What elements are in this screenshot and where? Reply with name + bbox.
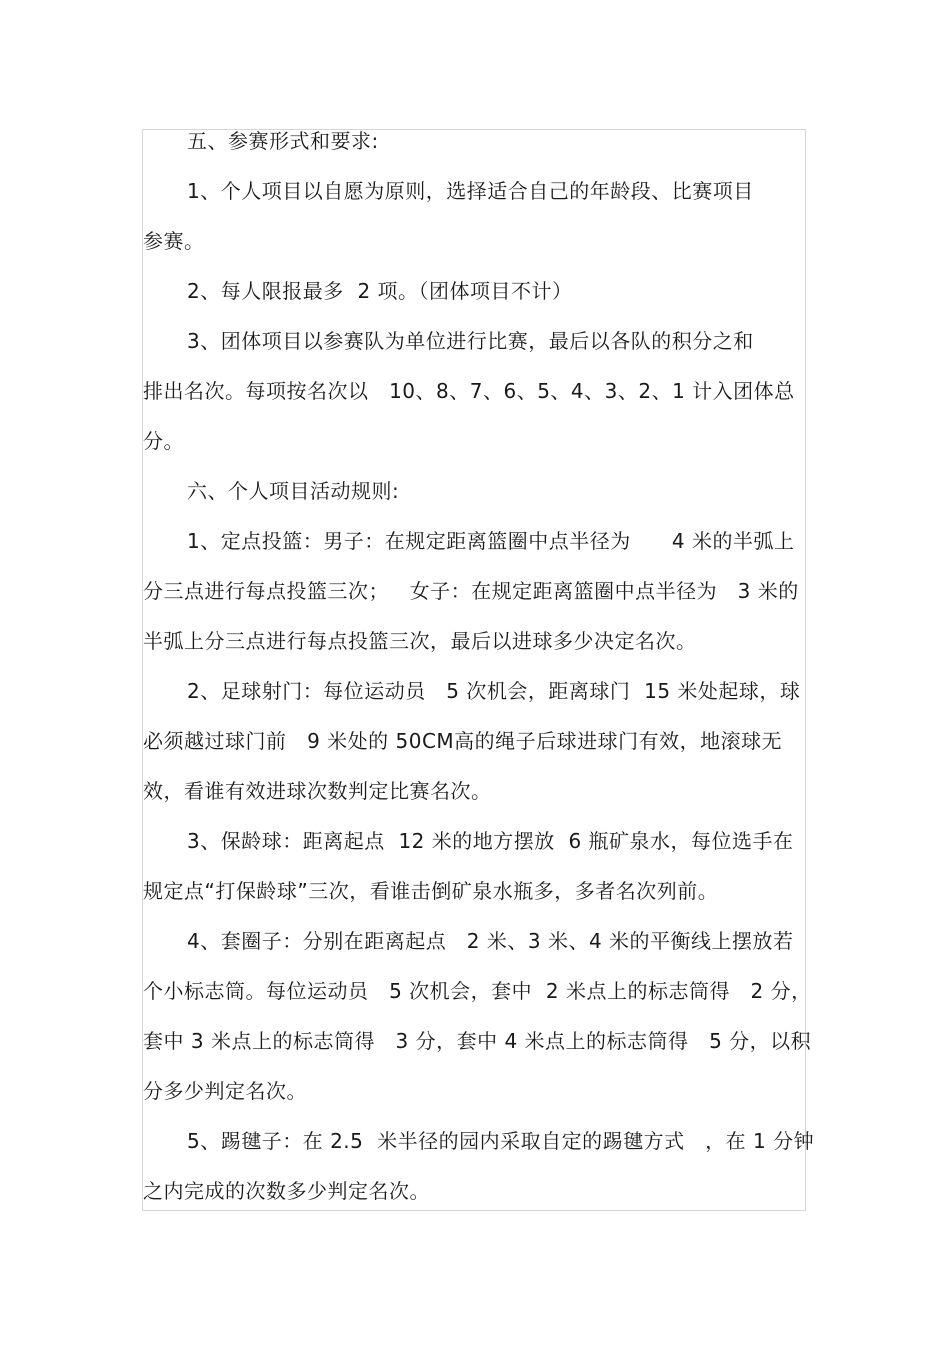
paragraph-line: 2、足球射门：每位运动员 5 次机会，距离球门 15 米处起球，球 bbox=[187, 679, 801, 703]
paragraph-line: 套中 3 米点上的标志筒得 3 分，套中 4 米点上的标志筒得 5 分，以积 bbox=[143, 1029, 812, 1053]
paragraph-line: 半弧上分三点进行每点投篮三次，最后以进球多少决定名次。 bbox=[143, 629, 697, 653]
paragraph-line: 分。 bbox=[143, 429, 184, 453]
paragraph-line: 之内完成的次数多少判定名次。 bbox=[143, 1179, 430, 1203]
paragraph-line: 排出名次。每项按名次以 10、8、7、6、5、4、3、2、1 计入团体总 bbox=[143, 379, 795, 403]
paragraph-line: 规定点“打保龄球”三次，看谁击倒矿泉水瓶多，多者名次列前。 bbox=[143, 879, 719, 903]
section-heading-5: 五、参赛形式和要求: bbox=[187, 129, 379, 153]
paragraph-line: 4、套圈子：分别在距离起点 2 米、3 米、4 米的平衡线上摆放若 bbox=[187, 929, 794, 953]
paragraph-line: 分三点进行每点投篮三次； 女子：在规定距离篮圈中点半径为 3 米的 bbox=[143, 579, 799, 603]
paragraph-line: 个小标志筒。每位运动员 5 次机会，套中 2 米点上的标志筒得 2 分， bbox=[143, 979, 812, 1003]
paragraph-line: 1、定点投篮：男子：在规定距离篮圈中点半径为 4 米的半弧上 bbox=[187, 529, 795, 553]
paragraph-line: 必须越过球门前 9 米处的 50CM高的绳子后球进球门有效，地滚球无 bbox=[143, 729, 783, 753]
paragraph-line: 效，看谁有效进球次数判定比赛名次。 bbox=[143, 779, 492, 803]
paragraph-line: 3、保龄球：距离起点 12 米的地方摆放 6 瓶矿泉水，每位选手在 bbox=[187, 829, 794, 853]
section-heading-6: 六、个人项目活动规则: bbox=[187, 479, 400, 503]
paragraph-line: 分多少判定名次。 bbox=[143, 1079, 307, 1103]
paragraph-line: 5、踢毽子：在 2.5 米半径的园内采取自定的踢毽方式 ，在 1 分钟 bbox=[187, 1129, 815, 1153]
paragraph-line: 1、个人项目以自愿为原则，选择适合自己的年龄段、比赛项目 bbox=[187, 179, 754, 203]
paragraph-line: 2、每人限报最多 2 项。（团体项目不计） bbox=[187, 279, 573, 303]
paragraph-line: 3、团体项目以参赛队为单位进行比赛，最后以各队的积分之和 bbox=[187, 329, 754, 353]
paragraph-line: 参赛。 bbox=[143, 229, 205, 253]
